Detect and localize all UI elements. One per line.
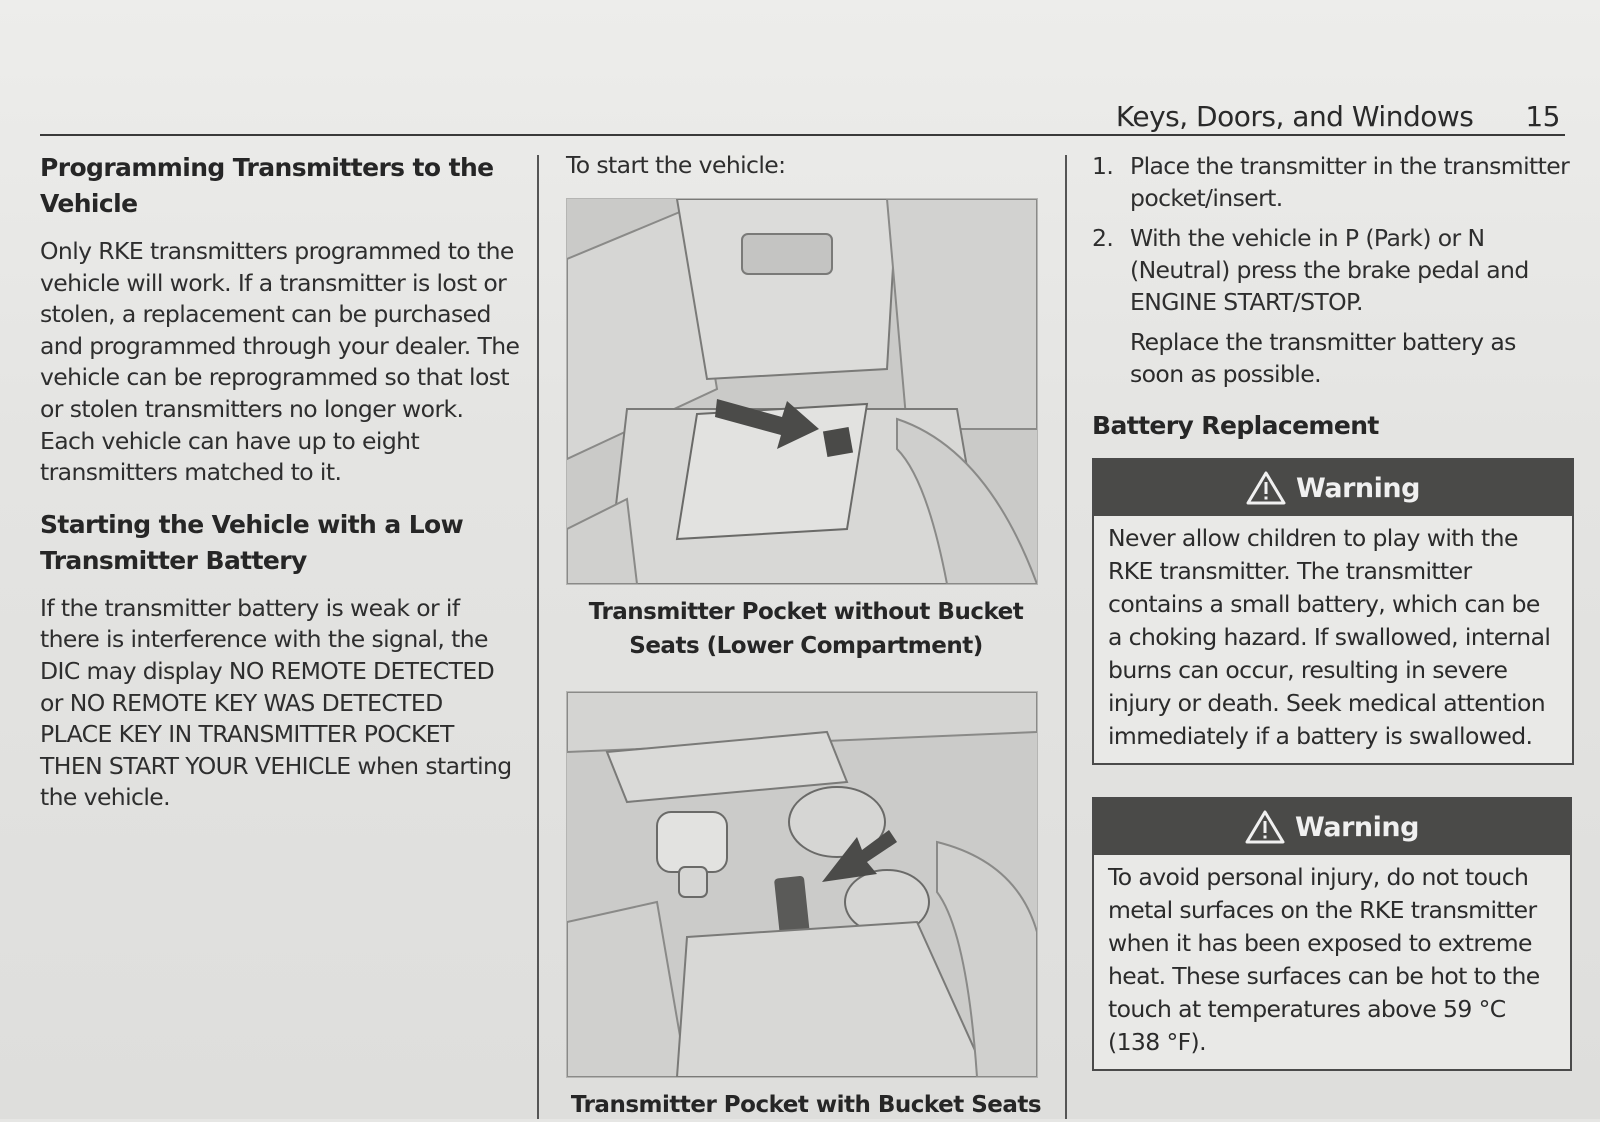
page-number: 15 <box>1525 99 1560 133</box>
header-rule <box>40 134 1565 136</box>
step-number: 2. <box>1092 224 1114 252</box>
figure-bucket-seats <box>566 691 1038 1078</box>
figure-lower-compartment-illustration <box>567 199 1037 584</box>
figure1-caption: Transmitter Pocket without Bucket Seats (Lower Compartment) <box>588 598 1024 659</box>
warning-header <box>1094 460 1572 516</box>
figure-lower-compartment <box>566 198 1038 585</box>
warning-box-heat <box>1092 797 1572 1071</box>
column-divider <box>1065 155 1067 1119</box>
column-right <box>1092 150 1574 1071</box>
warning-title: Warning <box>1296 472 1420 504</box>
warning-title: Warning <box>1295 811 1419 843</box>
warning-header <box>1094 799 1570 855</box>
section-title: Keys, Doors, and Windows <box>1115 99 1474 133</box>
paragraph-programming: Only RKE transmitters programmed to the vehicle will work. If a transmitter is lost or stolen, a replacement can be purchased and programmed through your dealer. The vehicle can be reprogrammed so that lost or stolen transmitters no longer work. Each vehicle can have up to eight transmitters matched to it. <box>40 237 520 487</box>
running-head <box>1100 96 1560 136</box>
warning-triangle-icon <box>1245 810 1285 844</box>
heading-programming-transmitters: Programming Transmitters to the Vehicle <box>40 153 494 218</box>
figure2-caption: Transmitter Pocket with Bucket Seats <box>570 1091 1042 1118</box>
column-left <box>40 150 520 832</box>
figure-bucket-seats-illustration <box>567 692 1037 1077</box>
warning-triangle-icon <box>1246 471 1286 505</box>
heading-battery-replacement: Battery Replacement <box>1092 411 1379 440</box>
warning-text: To avoid personal injury, do not touch metal surfaces on the RKE transmitter when it has been exposed to extreme heat. These surfaces can be hot to the touch at temperatures above 59 °C (138 °F). <box>1108 863 1540 1056</box>
list-item <box>1092 150 1574 214</box>
warning-box-children <box>1092 458 1574 765</box>
warning-text: Never allow children to play with the RKE transmitter. The transmitter contains a small battery, which can be a choking hazard. If swallowed, internal burns can occur, resulting in severe injury or death. Seek medical attention immediately if a battery is swallowed. <box>1108 524 1551 750</box>
list-item <box>1092 222 1574 318</box>
column-middle <box>566 150 1046 1122</box>
column-divider <box>537 155 539 1119</box>
step-number: 1. <box>1092 152 1114 180</box>
intro-text: To start the vehicle: <box>566 151 786 179</box>
heading-low-battery: Starting the Vehicle with a Low Transmitter Battery <box>40 509 464 575</box>
steps-list <box>1092 150 1574 318</box>
paragraph-low-battery: If the transmitter battery is weak or if there is interference with the signal, the DIC may display NO REMOTE DETECTED or NO REMOTE KEY WAS DETECTED PLACE KEY IN TRANSMITTER POCKET THEN START YOUR VEHICLE when starting the vehicle. <box>40 593 512 812</box>
battery-note: Replace the transmitter battery as soon as possible. <box>1130 328 1516 388</box>
step-text: With the vehicle in P (Park) or N (Neutral) press the brake pedal and ENGINE START/STOP. <box>1130 224 1529 316</box>
step-text: Place the transmitter in the transmitter pocket/insert. <box>1130 152 1570 212</box>
